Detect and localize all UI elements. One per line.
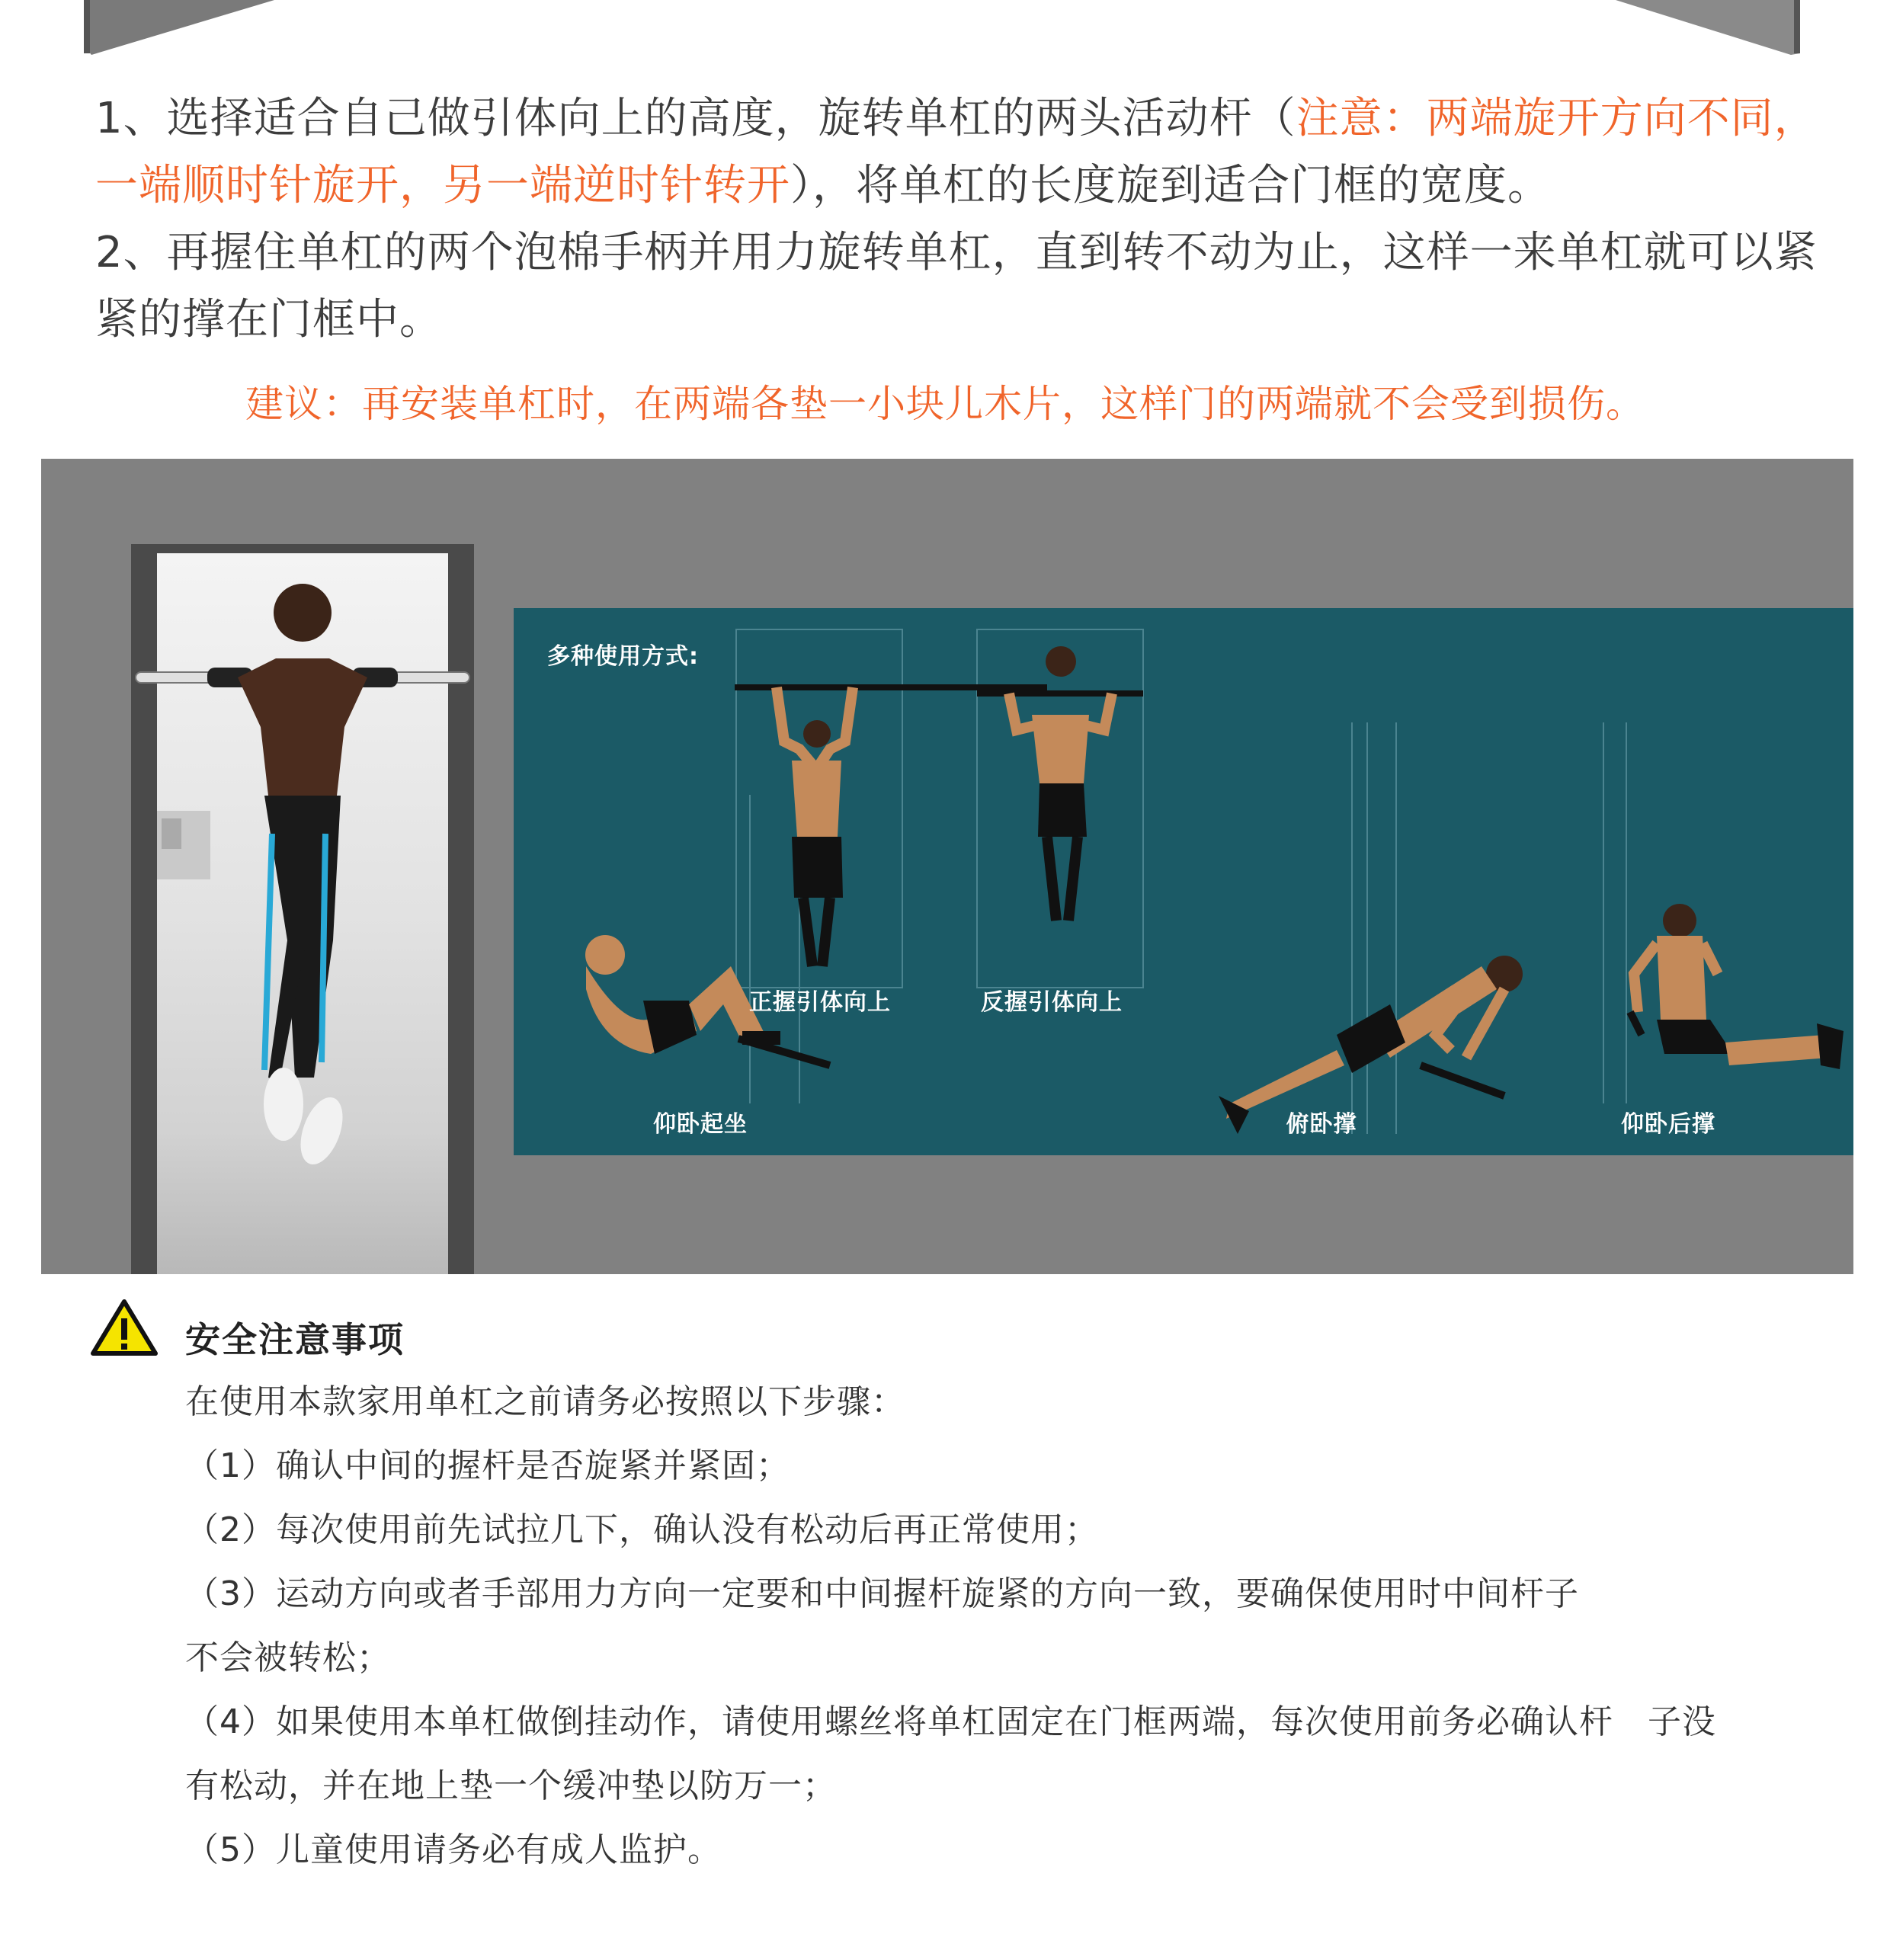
usage-title: 多种使用方式: [547, 643, 699, 670]
label-dip: 仰卧后撑 [1621, 1111, 1715, 1138]
usage-illustrations [514, 608, 1853, 1155]
pullup-overhand-figure [736, 687, 902, 966]
dip-figure [1630, 904, 1844, 1069]
safety-intro: 在使用本款家用单杠之前请务必按照以下步骤： [185, 1382, 905, 1421]
step-1-text-end: ），将单杠的长度旋到适合门框的宽度。 [790, 161, 1551, 210]
step-1-note: 注意：两端旋开方向不同，一端顺时针旋开，另一端逆时针转开 [95, 94, 1818, 210]
safety-item: （3）运动方向或者手部用力方向一定要和中间握杆旋紧的方向一致，要确保使用时中间杆子 [185, 1574, 1579, 1613]
safety-title: 安全注意事项 [185, 1319, 405, 1360]
label-situp: 仰卧起坐 [653, 1111, 748, 1138]
door-frame-photo [131, 544, 474, 1274]
installation-instructions [95, 85, 1818, 354]
safety-item: （4）如果使用本单杠做倒挂动作，请使用螺丝将单杠固定在门框两端，每次使用前务必确认杆 子没 [185, 1702, 1716, 1741]
usage-panel [41, 459, 1853, 1274]
warning-triangle-icon [90, 1297, 159, 1358]
safety-item: 有松动，并在地上垫一个缓冲垫以防万一； [185, 1766, 837, 1805]
safety-item: 不会被转松； [185, 1638, 391, 1677]
safety-item: （1）确认中间的握杆是否旋紧并紧固； [185, 1446, 790, 1485]
man-pullup-figure [131, 544, 474, 1274]
label-pullup-underhand: 反握引体向上 [981, 989, 1123, 1016]
step-1 [95, 85, 1818, 219]
safety-notes [185, 1370, 1824, 1882]
top-image-edge [0, 0, 1890, 61]
safety-item: （5）儿童使用请务必有成人监护。 [185, 1830, 722, 1869]
usage-board [514, 608, 1853, 1155]
label-pullup-overhand: 正握引体向上 [749, 989, 891, 1016]
safety-item: （2）每次使用前先试拉几下，确认没有松动后再正常使用； [185, 1510, 1099, 1549]
step-2: 2、再握住单杠的两个泡棉手柄并用力旋转单杠，直到转不动为止，这样一来单杠就可以紧紧的撑在门框中。 [95, 228, 1818, 344]
installation-tip: 建议：再安装单杠时，在两端各垫一小块儿木片，这样门的两端就不会受到损伤。 [245, 382, 1645, 426]
label-pushup: 俯卧撑 [1286, 1111, 1357, 1138]
step-1-text: 1、选择适合自己做引体向上的高度，旋转单杠的两头活动杆（ [95, 94, 1296, 143]
